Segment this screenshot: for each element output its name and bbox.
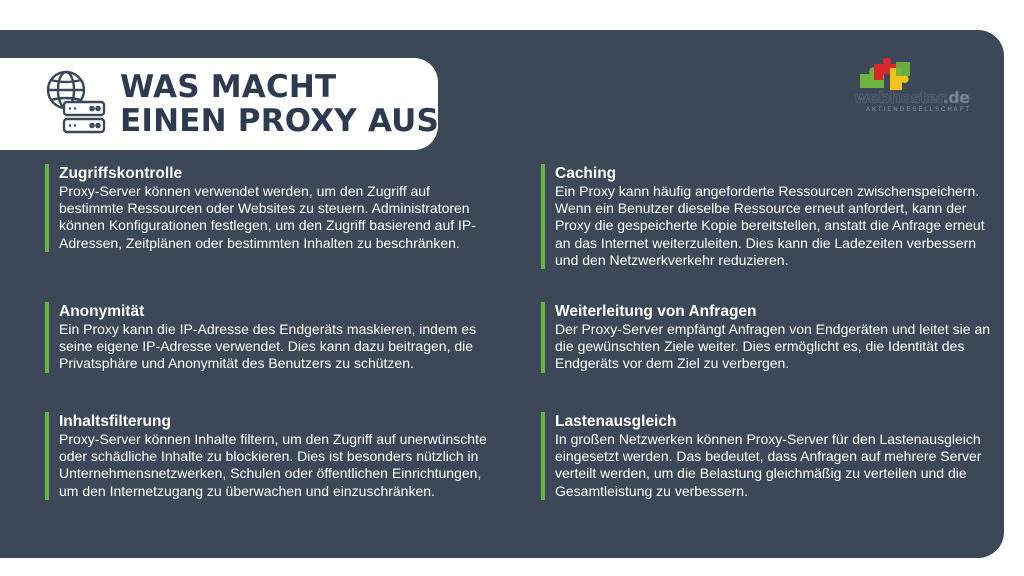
- section-weiterleitung: [541, 302, 995, 373]
- page-title-line-2: EINEN PROXY AUS: [120, 103, 440, 139]
- section-heading: Caching: [555, 165, 617, 182]
- section-zugriffskontrolle: [45, 164, 497, 252]
- section-heading: Anonymität: [59, 303, 145, 320]
- section-caching: [541, 164, 995, 269]
- section-body: Der Proxy-Server empfängt Anfragen von Endgeräten und leitet sie an die gewünschten Ziele weiter. Dies ermöglicht es, die Identität des Endgeräts vor dem Ziel zu verbergen.: [555, 321, 991, 372]
- section-lastenausgleich: [541, 412, 995, 500]
- logo-subtitle: AKTIENGESELLSCHAFT: [866, 107, 972, 113]
- section-body: In großen Netzwerken können Proxy-Server für den Lastenausgleich eingesetzt werden. Das bedeutet, dass Anfragen auf mehrere Server verteilt werden, um die Belastung gleichmäßig zu verteilen und die Gesamtleistung zu verbessern.: [555, 431, 982, 499]
- section-body: Ein Proxy kann häufig angeforderte Ressourcen zwischenspeichern. Wenn ein Benutzer dieselbe Ressource erneut anfordert, kann der Proxy die gespeicherte Kopie bereitstellen, anstatt die Anfrage erneut an das Internet weiterzuleiten. Dies kann die Ladezeiten verbessern und den Netzwerkverkehr reduzieren.: [555, 183, 985, 268]
- page-title: [120, 70, 439, 138]
- section-body: Proxy-Server können verwendet werden, um den Zugriff auf bestimmte Ressourcen oder Websites zu steuern. Administratoren können Konfigurationen festlegen, um den Zugriff basierend auf IP-Adressen, Zeitplänen oder bestimmten Inhalten zu beschränken.: [59, 183, 476, 251]
- webhoster-logo: [850, 58, 972, 120]
- section-heading: Lastenausgleich: [555, 413, 677, 430]
- section-heading: Weiterleitung von Anfragen: [555, 303, 757, 320]
- section-heading: Inhaltsfilterung: [59, 413, 171, 430]
- logo-wordmark: webhoster.de: [854, 88, 970, 107]
- page-title-line-1: WAS MACHT: [120, 69, 337, 105]
- section-body: Ein Proxy kann die IP-Adresse des Endgeräts maskieren, indem es seine eigene IP-Adresse verwendet. Dies kann dazu beitragen, die Privatsphäre und Anonymität des Benutzers zu schützen.: [59, 321, 477, 372]
- globe-server-icon: [44, 68, 108, 136]
- section-inhaltsfilterung: [45, 412, 497, 500]
- section-anonymitaet: [45, 302, 497, 373]
- section-body: Proxy-Server können Inhalte filtern, um den Zugriff auf unerwünschte oder schädliche Inhalte zu blockieren. Dies ist besonders nützlich in Unternehmensnetzwerken, Schulen oder öffentlichen Einrichtungen, um den Internetzugang zu überwachen und einzuschränken.: [59, 431, 487, 499]
- section-heading: Zugriffskontrolle: [59, 165, 183, 182]
- puzzle-icon: [856, 58, 916, 92]
